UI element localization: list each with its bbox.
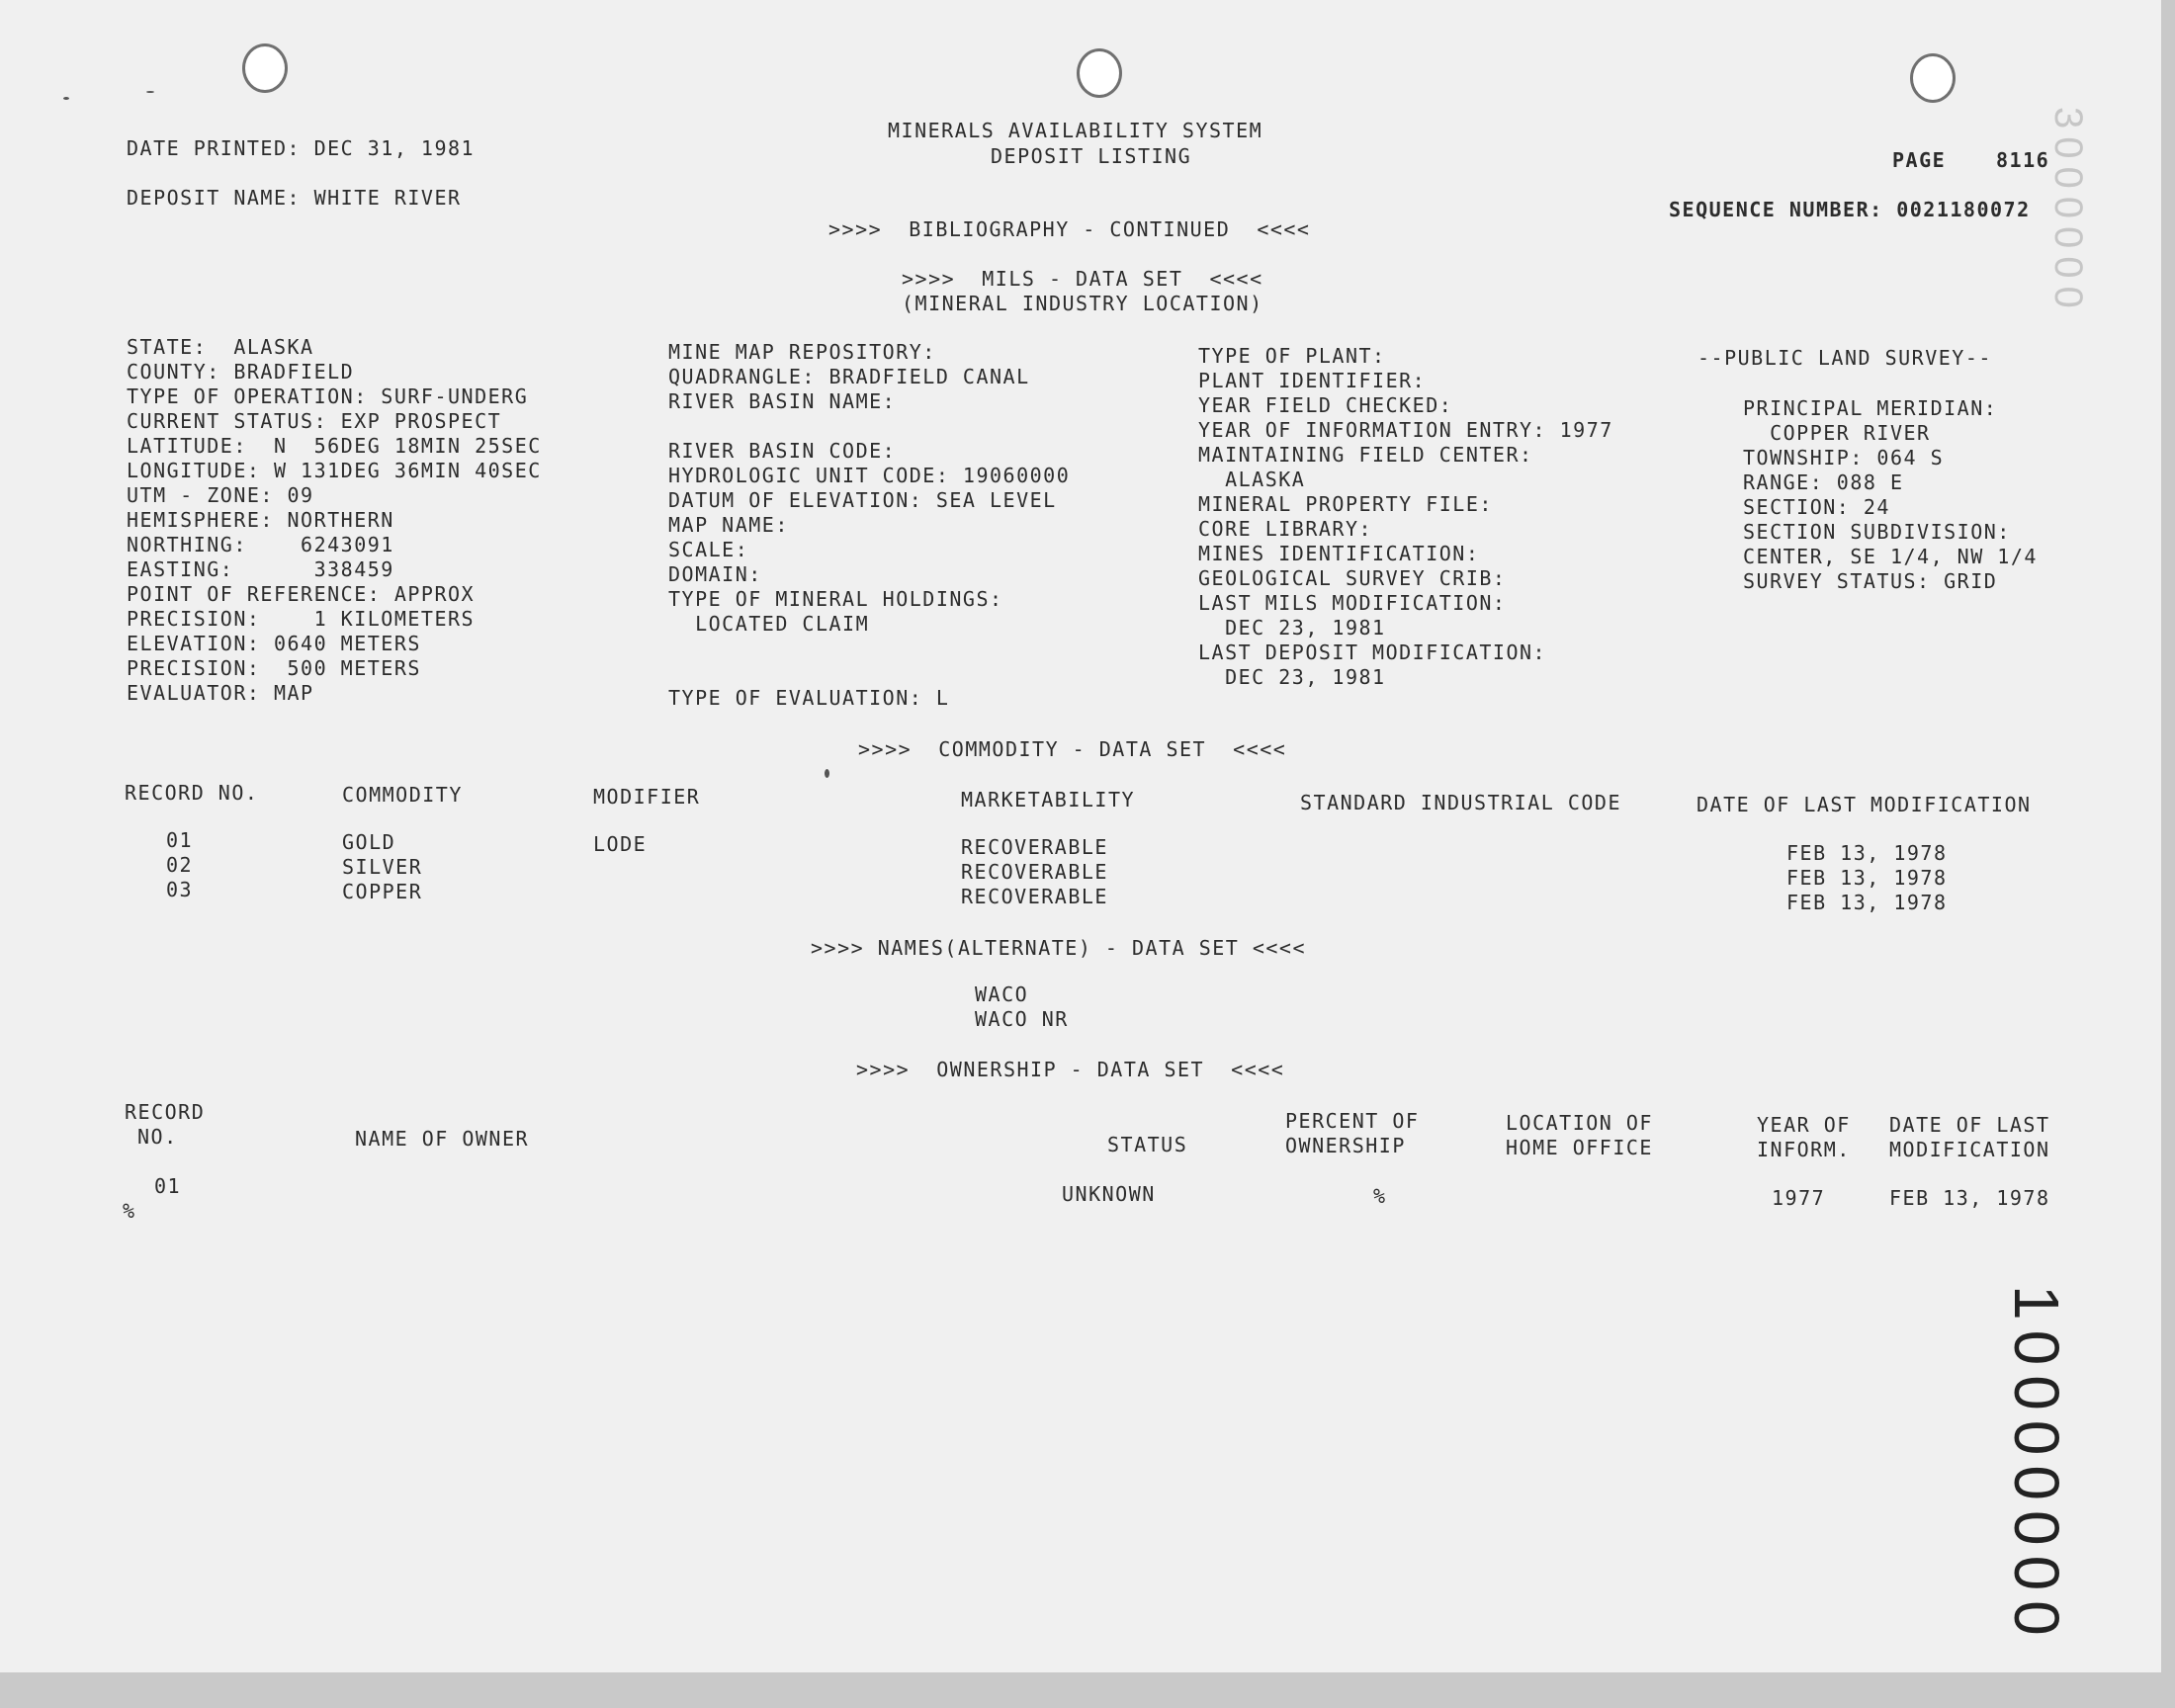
mils-field: LAST DEPOSIT MODIFICATION: xyxy=(1198,640,1547,664)
mils-field: QUADRANGLE: BRADFIELD CANAL xyxy=(668,365,1030,388)
mils-field: YEAR OF INFORMATION ENTRY: 1977 xyxy=(1198,418,1613,442)
col-header-location: LOCATION OF xyxy=(1506,1111,1653,1135)
ownership-heading: >>>> OWNERSHIP - DATA SET <<<< xyxy=(856,1058,1285,1081)
col-header-record-no: NO. xyxy=(137,1125,178,1149)
mils-field: RIVER BASIN NAME: xyxy=(668,389,897,413)
cell-date: FEB 13, 1978 xyxy=(1786,841,1948,865)
col-header-owner: NAME OF OWNER xyxy=(355,1127,530,1151)
mils-field: LOCATED CLAIM xyxy=(668,612,870,636)
col-header-date: DATE OF LAST MODIFICATION xyxy=(1696,793,2032,816)
punch-hole-center xyxy=(1077,48,1122,98)
cell-date: FEB 13, 1978 xyxy=(1889,1186,2050,1210)
mils-field: ELEVATION: 0640 METERS xyxy=(127,632,421,655)
mils-field: ALASKA xyxy=(1198,468,1306,491)
mils-field: HYDROLOGIC UNIT CODE: 19060000 xyxy=(668,464,1071,487)
pls-field: CENTER, SE 1/4, NW 1/4 xyxy=(1743,545,2038,568)
pls-field: COPPER RIVER xyxy=(1743,421,1931,445)
mils-field: LAST MILS MODIFICATION: xyxy=(1198,591,1507,615)
cell-year: 1977 xyxy=(1772,1186,1826,1210)
mils-field: COUNTY: BRADFIELD xyxy=(127,360,355,384)
sequence-number: SEQUENCE NUMBER: 0021180072 xyxy=(1669,198,2031,221)
mils-field: TYPE OF OPERATION: SURF-UNDERG xyxy=(127,384,529,408)
mils-field: PRECISION: 1 KILOMETERS xyxy=(127,607,476,631)
pls-field: SECTION SUBDIVISION: xyxy=(1743,520,2011,544)
mils-field: SCALE: xyxy=(668,538,749,561)
mils-field: YEAR FIELD CHECKED: xyxy=(1198,393,1453,417)
pls-field: TOWNSHIP: 064 S xyxy=(1743,446,1945,470)
listing-title: DEPOSIT LISTING xyxy=(991,144,1192,168)
cell-modifier: LODE xyxy=(593,832,648,856)
pls-heading: --PUBLIC LAND SURVEY-- xyxy=(1697,346,1992,370)
mils-field: EASTING: 338459 xyxy=(127,557,394,581)
cell-percent: % xyxy=(1373,1184,1387,1208)
mils-field: MINERAL PROPERTY FILE: xyxy=(1198,492,1493,516)
pls-field: PRINCIPAL MERIDIAN: xyxy=(1743,396,1998,420)
page-label: PAGE xyxy=(1892,148,1947,172)
mils-field: UTM - ZONE: 09 xyxy=(127,483,314,507)
pls-field: SURVEY STATUS: GRID xyxy=(1743,569,1998,593)
date-printed: DATE PRINTED: DEC 31, 1981 xyxy=(127,136,476,160)
scan-speck xyxy=(825,769,829,778)
list-item: WACO NR xyxy=(975,1007,1069,1031)
mils-field: CURRENT STATUS: EXP PROSPECT xyxy=(127,409,502,433)
cell-marker: % xyxy=(123,1199,136,1223)
cell-record: 01 xyxy=(166,828,194,852)
mils-field: MAP NAME: xyxy=(668,513,789,537)
document-number-stamp: 10000000 xyxy=(2001,1285,2072,1646)
col-header-percent-2: OWNERSHIP xyxy=(1285,1134,1406,1157)
mils-field: MINES IDENTIFICATION: xyxy=(1198,542,1480,565)
cell-marketability: RECOVERABLE xyxy=(961,885,1108,908)
commodity-heading: >>>> COMMODITY - DATA SET <<<< xyxy=(858,737,1287,761)
cell-commodity: SILVER xyxy=(342,855,423,879)
col-header-year: YEAR OF xyxy=(1757,1113,1851,1137)
punch-hole-right xyxy=(1910,53,1956,103)
mils-field: TYPE OF PLANT: xyxy=(1198,344,1386,368)
deposit-name: DEPOSIT NAME: WHITE RIVER xyxy=(127,186,462,210)
pls-field: SECTION: 24 xyxy=(1743,495,1890,519)
scan-speck xyxy=(63,97,69,100)
mils-subheading: (MINERAL INDUSTRY LOCATION) xyxy=(902,292,1263,315)
mils-field: PLANT IDENTIFIER: xyxy=(1198,369,1427,392)
cell-marketability: RECOVERABLE xyxy=(961,835,1108,859)
col-header-date-2: MODIFICATION xyxy=(1889,1138,2050,1161)
col-header-date: DATE OF LAST xyxy=(1889,1113,2050,1137)
cell-commodity: COPPER xyxy=(342,880,423,903)
bibliography-heading: >>>> BIBLIOGRAPHY - CONTINUED <<<< xyxy=(828,217,1311,241)
col-header-modifier: MODIFIER xyxy=(593,785,701,809)
cell-record: 01 xyxy=(154,1174,182,1198)
col-header-record: RECORD NO. xyxy=(125,781,259,805)
cell-record: 02 xyxy=(166,853,194,877)
mils-field: PRECISION: 500 METERS xyxy=(127,656,421,680)
mils-field: LATITUDE: N 56DEG 18MIN 25SEC xyxy=(127,434,542,458)
col-header-status: STATUS xyxy=(1107,1133,1188,1156)
mils-field: MAINTAINING FIELD CENTER: xyxy=(1198,443,1533,467)
mils-field: CORE LIBRARY: xyxy=(1198,517,1373,541)
faint-stamp: 3000000 xyxy=(2046,107,2090,316)
scan-speck xyxy=(146,91,154,93)
col-header-commodity: COMMODITY xyxy=(342,783,463,807)
system-title: MINERALS AVAILABILITY SYSTEM xyxy=(888,119,1263,142)
mils-field: TYPE OF EVALUATION: L xyxy=(668,686,950,710)
mils-field: EVALUATOR: MAP xyxy=(127,681,314,705)
cell-commodity: GOLD xyxy=(342,830,396,854)
mils-field: HEMISPHERE: NORTHERN xyxy=(127,508,394,532)
col-header-year-2: INFORM. xyxy=(1757,1138,1851,1161)
col-header-sic: STANDARD INDUSTRIAL CODE xyxy=(1300,791,1621,814)
cell-marketability: RECOVERABLE xyxy=(961,860,1108,884)
col-header-record: RECORD xyxy=(125,1100,206,1124)
col-header-location-2: HOME OFFICE xyxy=(1506,1136,1653,1159)
cell-status: UNKNOWN xyxy=(1062,1182,1156,1206)
punch-hole-left xyxy=(242,43,288,93)
names-heading: >>>> NAMES(ALTERNATE) - DATA SET <<<< xyxy=(811,936,1307,960)
cell-record: 03 xyxy=(166,878,194,901)
col-header-percent: PERCENT OF xyxy=(1285,1109,1420,1133)
mils-field: NORTHING: 6243091 xyxy=(127,533,394,556)
mils-field: STATE: ALASKA xyxy=(127,335,314,359)
mils-field: DEC 23, 1981 xyxy=(1198,616,1386,640)
page-number: 8116 xyxy=(1996,148,2050,172)
mils-field: TYPE OF MINERAL HOLDINGS: xyxy=(668,587,1003,611)
list-item: WACO xyxy=(975,982,1029,1006)
mils-field: POINT OF REFERENCE: APPROX xyxy=(127,582,476,606)
mils-field: DEC 23, 1981 xyxy=(1198,665,1386,689)
mils-field: LONGITUDE: W 131DEG 36MIN 40SEC xyxy=(127,459,542,482)
mils-heading: >>>> MILS - DATA SET <<<< xyxy=(902,267,1263,291)
pls-field: RANGE: 088 E xyxy=(1743,470,1904,494)
cell-date: FEB 13, 1978 xyxy=(1786,891,1948,914)
cell-date: FEB 13, 1978 xyxy=(1786,866,1948,890)
mils-field: DOMAIN: xyxy=(668,562,762,586)
mils-field: MINE MAP REPOSITORY: xyxy=(668,340,936,364)
col-header-marketability: MARKETABILITY xyxy=(961,788,1136,811)
mils-field: RIVER BASIN CODE: xyxy=(668,439,897,463)
mils-field: DATUM OF ELEVATION: SEA LEVEL xyxy=(668,488,1057,512)
mils-field: GEOLOGICAL SURVEY CRIB: xyxy=(1198,566,1507,590)
